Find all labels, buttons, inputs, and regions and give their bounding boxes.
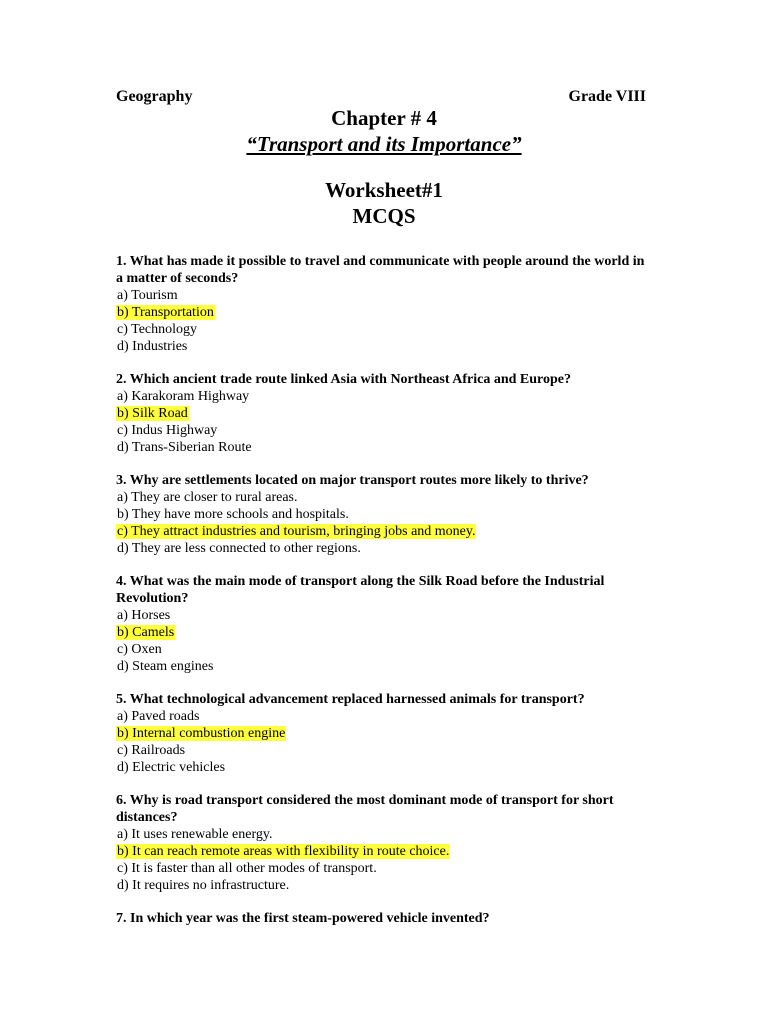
option-text: b) They have more schools and hospitals. xyxy=(117,507,349,522)
answer-option xyxy=(116,658,652,675)
question-text: 3. Why are settlements located on major transport routes more likely to thrive? xyxy=(116,473,589,488)
answer-option xyxy=(116,506,652,523)
answer-option xyxy=(116,708,652,725)
answer-option xyxy=(116,641,652,658)
option-text: c) It is faster than all other modes of transport. xyxy=(117,861,377,876)
answer-option xyxy=(116,338,652,355)
option-text: a) It uses renewable energy. xyxy=(117,827,273,842)
option-text: c) Oxen xyxy=(117,642,162,657)
question-item xyxy=(116,691,652,776)
answer-option xyxy=(116,607,652,624)
option-text: b) Camels xyxy=(117,625,175,640)
answer-option xyxy=(116,759,652,776)
grade-label: Grade VIII xyxy=(568,88,646,105)
option-text: c) Technology xyxy=(117,322,198,337)
chapter-number: Chapter # 4 xyxy=(331,106,437,130)
option-text: d) They are less connected to other regions. xyxy=(117,541,361,556)
option-text: c) Railroads xyxy=(117,743,186,758)
worksheet-heading: Worksheet#1 xyxy=(325,178,443,202)
answer-option xyxy=(116,826,652,843)
option-text: d) Trans-Siberian Route xyxy=(117,440,252,455)
question-item xyxy=(116,792,652,894)
answer-option-highlighted xyxy=(116,304,652,321)
answer-option-highlighted xyxy=(116,725,652,742)
answer-option xyxy=(116,489,652,506)
chapter-title xyxy=(0,132,768,157)
question-item xyxy=(116,910,652,927)
answer-option-highlighted xyxy=(116,523,652,540)
option-text: b) Transportation xyxy=(117,305,214,320)
answer-option xyxy=(116,742,652,759)
option-text: b) Silk Road xyxy=(117,406,188,421)
answer-option-highlighted xyxy=(116,843,652,860)
answer-option xyxy=(116,321,652,338)
question-text: 1. What has made it possible to travel and communicate with people around the world in a matter of seconds? xyxy=(116,254,645,286)
option-text: d) It requires no infrastructure. xyxy=(117,878,290,893)
answer-option xyxy=(116,439,652,456)
option-text: a) They are closer to rural areas. xyxy=(117,490,298,505)
question-item xyxy=(116,472,652,557)
option-text: d) Industries xyxy=(117,339,188,354)
option-text: a) Tourism xyxy=(117,288,178,303)
header-row xyxy=(116,88,646,108)
answer-option xyxy=(116,877,652,894)
question-text: 2. Which ancient trade route linked Asia with Northeast Africa and Europe? xyxy=(116,372,572,387)
question-item xyxy=(116,253,652,355)
option-text: a) Karakoram Highway xyxy=(117,389,250,404)
answer-option xyxy=(116,540,652,557)
questions-list xyxy=(116,253,652,943)
option-text: a) Paved roads xyxy=(117,709,200,724)
option-text: a) Horses xyxy=(117,608,171,623)
question-text: 6. Why is road transport considered the most dominant mode of transport for short distances? xyxy=(116,793,614,825)
option-text: c) Indus Highway xyxy=(117,423,218,438)
option-text: c) They attract industries and tourism, bringing jobs and money. xyxy=(117,524,476,539)
answer-option xyxy=(116,388,652,405)
chapter-title-text: “Transport and its Importance” xyxy=(246,132,522,156)
answer-option-highlighted xyxy=(116,405,652,422)
answer-option-highlighted xyxy=(116,624,652,641)
question-text: 5. What technological advancement replaced harnessed animals for transport? xyxy=(116,692,585,707)
question-item xyxy=(116,371,652,456)
option-text: b) It can reach remote areas with flexibility in route choice. xyxy=(117,844,450,859)
subject-label: Geography xyxy=(116,88,193,105)
answer-option xyxy=(116,860,652,877)
question-text: 7. In which year was the first steam-powered vehicle invented? xyxy=(116,911,490,926)
option-text: d) Steam engines xyxy=(117,659,214,674)
answer-option xyxy=(116,287,652,304)
answer-option xyxy=(116,422,652,439)
question-item xyxy=(116,573,652,675)
option-text: d) Electric vehicles xyxy=(117,760,226,775)
section-heading: MCQS xyxy=(352,204,416,228)
option-text: b) Internal combustion engine xyxy=(117,726,286,741)
question-text: 4. What was the main mode of transport along the Silk Road before the Industrial Revolution? xyxy=(116,574,605,606)
